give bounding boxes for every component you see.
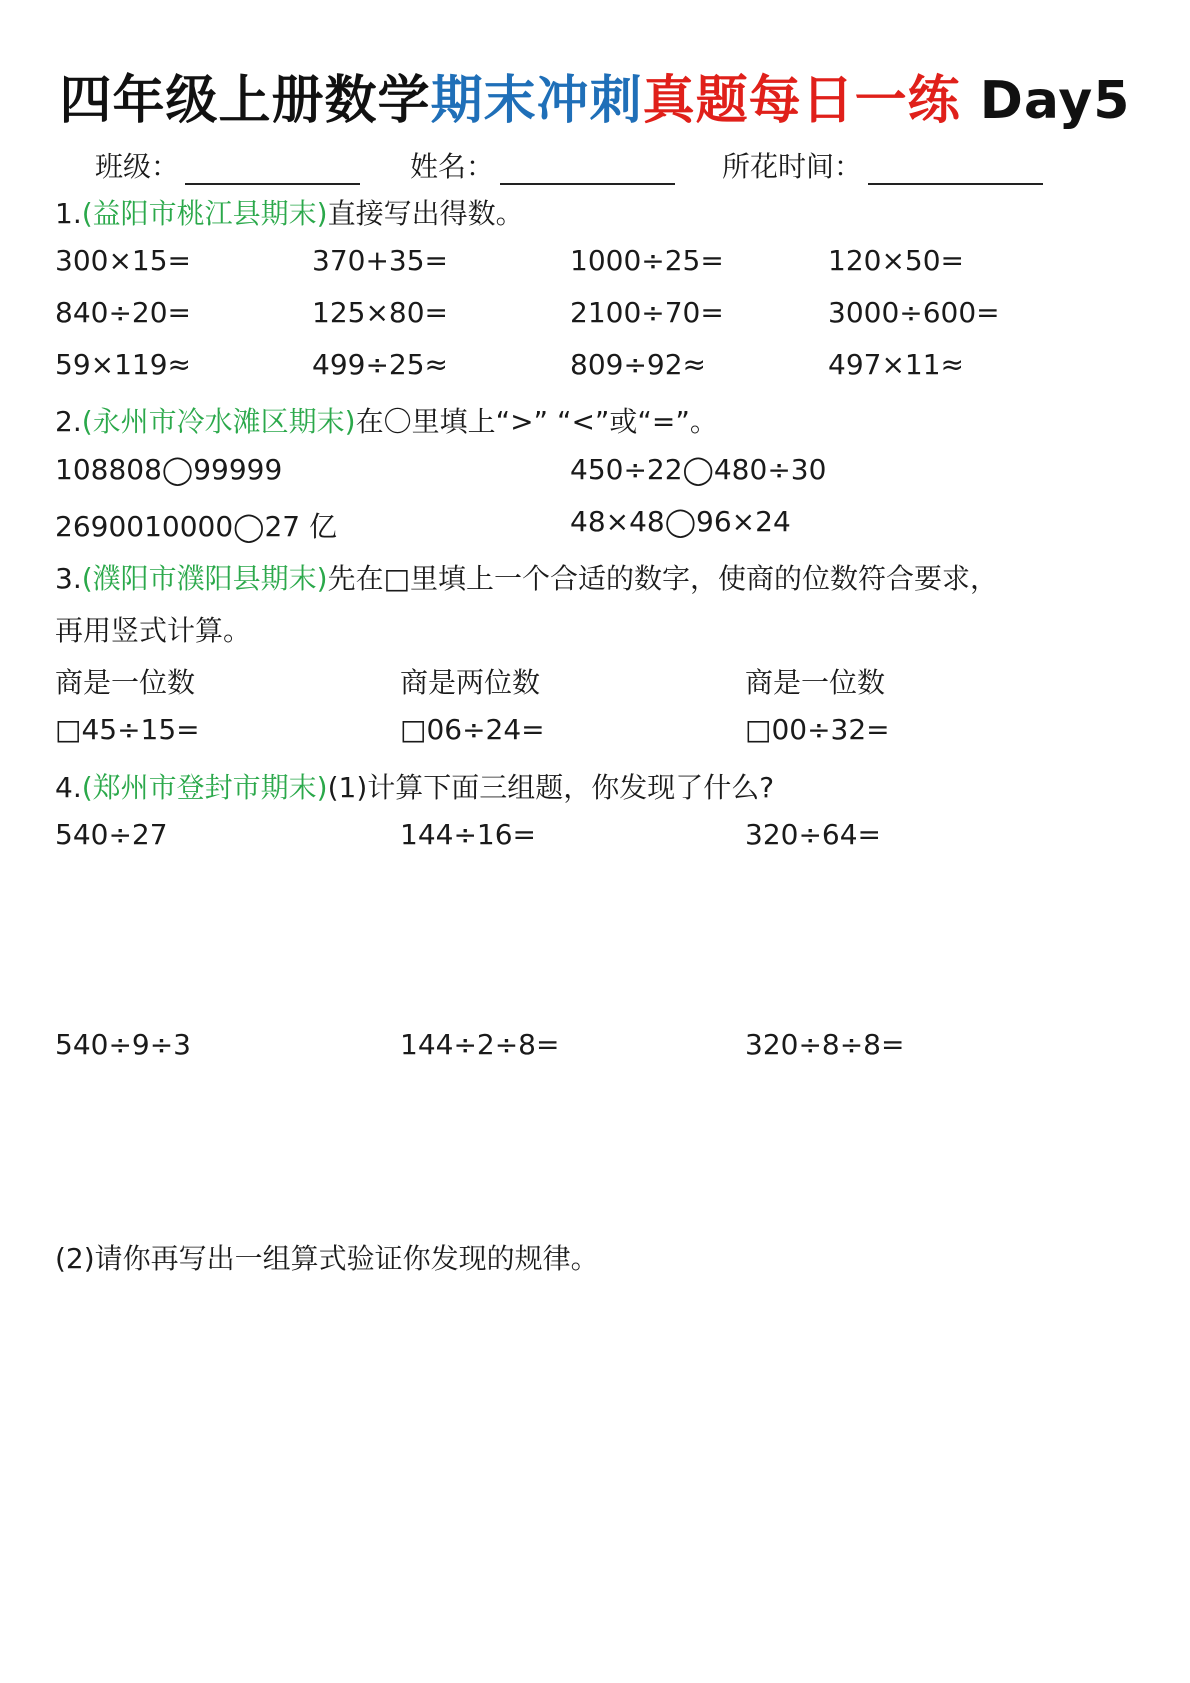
q1-item: 1000÷25=: [570, 244, 724, 277]
q3-label: 商是两位数: [400, 666, 541, 699]
page-title: [0, 58, 1190, 133]
q1-item: 300×15=: [55, 244, 191, 277]
q3-label: 商是一位数: [745, 666, 886, 699]
q4-number: 4.: [55, 771, 82, 804]
q2-item: 48×48◯96×24: [570, 505, 791, 538]
q4-instruction: (1)计算下面三组题，你发现了什么?: [327, 771, 775, 804]
q1-heading: [55, 192, 524, 232]
q3-source: (濮阳市濮阳县期末): [81, 562, 328, 595]
q3-heading: [55, 557, 998, 597]
q1-instruction: 直接写出得数。: [327, 197, 524, 230]
title-part-daily: 真题每日一练: [642, 71, 961, 131]
q3-item: □45÷15=: [55, 713, 200, 746]
q1-item: 59×119≈: [55, 348, 191, 381]
q1-item: 120×50=: [828, 244, 964, 277]
title-part-final: 期末冲刺: [430, 71, 643, 131]
q4-source: (郑州市登封市期末): [81, 771, 328, 804]
q3-label: 商是一位数: [55, 666, 196, 699]
q4-part2: (2)请你再写出一组算式验证你发现的规律。: [55, 1242, 599, 1275]
q4-row2-item: 144÷2÷8=: [400, 1028, 560, 1061]
q2-instruction: 在〇里填上“>” “<”或“=”。: [355, 405, 718, 438]
title-part-day: Day5: [979, 71, 1131, 131]
time-field[interactable]: [722, 145, 1043, 185]
time-label: 所花时间：: [722, 150, 863, 183]
q4-row2-item: 320÷8÷8=: [745, 1028, 905, 1061]
q1-item: 3000÷600=: [828, 296, 1000, 329]
q4-row2-item: 540÷9÷3: [55, 1028, 191, 1061]
name-blank-line[interactable]: [500, 153, 675, 185]
q3-item: □06÷24=: [400, 713, 545, 746]
q2-item: 450÷22◯480÷30: [570, 453, 827, 486]
q2-item: 2690010000◯27 亿: [55, 510, 338, 543]
q2-heading: [55, 400, 718, 440]
q3-number: 3.: [55, 562, 82, 595]
q4-row1-item: 540÷27: [55, 818, 168, 851]
title-part-grade: 四年级上册数学: [59, 71, 431, 131]
q1-item: 2100÷70=: [570, 296, 724, 329]
q4-row1-item: 320÷64=: [745, 818, 881, 851]
name-label: 姓名：: [410, 150, 495, 183]
q1-source: (益阳市桃江县期末): [81, 197, 328, 230]
q1-item: 840÷20=: [55, 296, 191, 329]
q3-instruction-cont: 再用竖式计算。: [55, 614, 252, 647]
class-blank-line[interactable]: [185, 153, 360, 185]
class-field[interactable]: [95, 145, 360, 185]
q4-row1-item: 144÷16=: [400, 818, 536, 851]
q1-number: 1.: [55, 197, 82, 230]
q2-number: 2.: [55, 405, 82, 438]
name-field[interactable]: [410, 145, 675, 185]
q1-item: 125×80=: [312, 296, 448, 329]
q1-item: 809÷92≈: [570, 348, 706, 381]
student-info-row: [0, 145, 1190, 185]
q1-item: 497×11≈: [828, 348, 964, 381]
q2-source: (永州市冷水滩区期末): [81, 405, 356, 438]
q1-item: 370+35=: [312, 244, 448, 277]
time-blank-line[interactable]: [868, 153, 1043, 185]
q3-item: □00÷32=: [745, 713, 890, 746]
q2-item: 108808◯99999: [55, 453, 283, 486]
q4-heading: [55, 766, 774, 806]
class-label: 班级：: [95, 150, 180, 183]
q1-item: 499÷25≈: [312, 348, 448, 381]
q3-instruction: 先在□里填上一个合适的数字，使商的位数符合要求，: [327, 562, 999, 595]
